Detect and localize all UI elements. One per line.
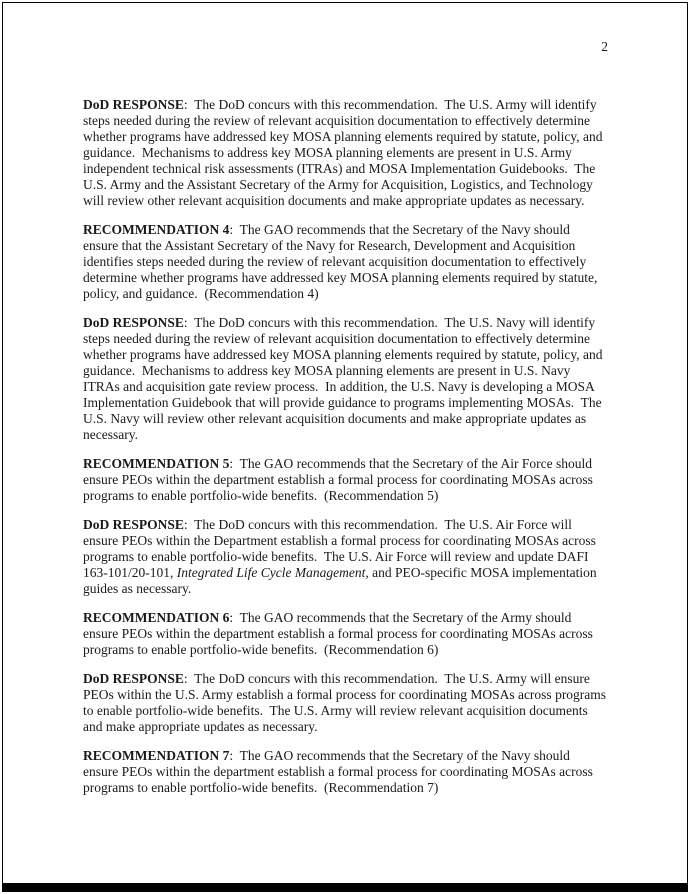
dod-response-paragraph-1 bbox=[83, 97, 608, 209]
paragraph-text: , and PEO-specific MOSA implementation guides as necessary. bbox=[83, 565, 601, 596]
recommendation-7-paragraph-8 bbox=[83, 748, 608, 796]
paragraph-label: DoD RESPONSE bbox=[83, 97, 184, 112]
dod-response-paragraph-5 bbox=[83, 517, 608, 597]
paragraph-text: : The DoD concurs with this recommendation. The U.S. Navy will identify steps needed during the review of relevant acquisition documentation to effectively determine whether programs have addressed key MOSA planning elements required by statute, policy, and guidance. Mechanisms to address key MOSA planning elements are present in U.S. Navy ITRAs and acquisition gate review process. In addition, the U.S. Navy is developing a MOSA Implementation Guidebook that will provide guidance to programs implementing MOSAs. The U.S. Navy will review other relevant acquisition documents and make appropriate updates as necessary. bbox=[83, 315, 606, 442]
paragraph-label: RECOMMENDATION 4 bbox=[83, 222, 230, 237]
recommendation-6-paragraph-6 bbox=[83, 610, 608, 658]
paragraph-text: : The DoD concurs with this recommendation. The U.S. Air Force will ensure PEOs within the Department establish a formal process for coordinating MOSAs across programs to enable portfolio-wide benefits. The U.S. Air Force will review and update DAFI 163-101/20-101, bbox=[83, 517, 600, 580]
document-paragraphs bbox=[83, 97, 608, 796]
paragraph-label: DoD RESPONSE bbox=[83, 671, 184, 686]
paragraph-text: Integrated Life Cycle Management bbox=[176, 565, 366, 580]
paragraph-text: : The GAO recommends that the Secretary of the Army should ensure PEOs within the department establish a formal process for coordinating MOSAs across programs to enable portfolio-wide benefits. (Recommendation 6) bbox=[83, 610, 597, 657]
paragraph-label: DoD RESPONSE bbox=[83, 315, 184, 330]
recommendation-5-paragraph-4 bbox=[83, 456, 608, 504]
paragraph-text: : The DoD concurs with this recommendation. The U.S. Army will identify steps needed during the review of relevant acquisition documentation to effectively determine whether programs have addressed key MOSA planning elements required by statute, policy, and guidance. Mechanisms to address key MOSA planning elements are present in U.S. Army independent technical risk assessments (ITRAs) and MOSA Implementation Guidebooks. The U.S. Army and the Assistant Secretary of the Army for Acquisition, Logistics, and Technology will review other relevant acquisition documents and make appropriate updates as necessary. bbox=[83, 97, 606, 208]
dod-response-paragraph-7 bbox=[83, 671, 608, 735]
dod-response-paragraph-3 bbox=[83, 315, 608, 443]
document-page bbox=[2, 2, 688, 892]
paragraph-text: : The GAO recommends that the Secretary of the Navy should ensure PEOs within the department establish a formal process for coordinating MOSAs across programs to enable portfolio-wide benefits. (Recommendation 7) bbox=[83, 748, 597, 795]
paragraph-label: RECOMMENDATION 5 bbox=[83, 456, 230, 471]
paragraph-label: DoD RESPONSE bbox=[83, 517, 184, 532]
paragraph-text: : The DoD concurs with this recommendation. The U.S. Army will ensure PEOs within the U.S. Army establish a formal process for coordinating MOSAs across programs to enable portfolio-wide benefits. The U.S. Army will review relevant acquisition documents and make appropriate updates as necessary. bbox=[83, 671, 610, 734]
paragraph-label: RECOMMENDATION 6 bbox=[83, 610, 230, 625]
document-content bbox=[3, 3, 687, 796]
recommendation-4-paragraph-2 bbox=[83, 222, 608, 302]
paragraph-text: : The GAO recommends that the Secretary of the Air Force should ensure PEOs within the department establish a formal process for coordinating MOSAs across programs to enable portfolio-wide benefits. (Recommendation 5) bbox=[83, 456, 597, 503]
page-number: 2 bbox=[601, 39, 608, 54]
paragraph-text: : The GAO recommends that the Secretary of the Navy should ensure that the Assistant Secretary of the Navy for Research, Development and Acquisition identifies steps needed during the review of relevant acquisition documentation to effectively determine whether programs have addressed key MOSA planning elements required by statute, policy, and guidance. (Recommendation 4) bbox=[83, 222, 601, 301]
paragraph-label: RECOMMENDATION 7 bbox=[83, 748, 230, 763]
